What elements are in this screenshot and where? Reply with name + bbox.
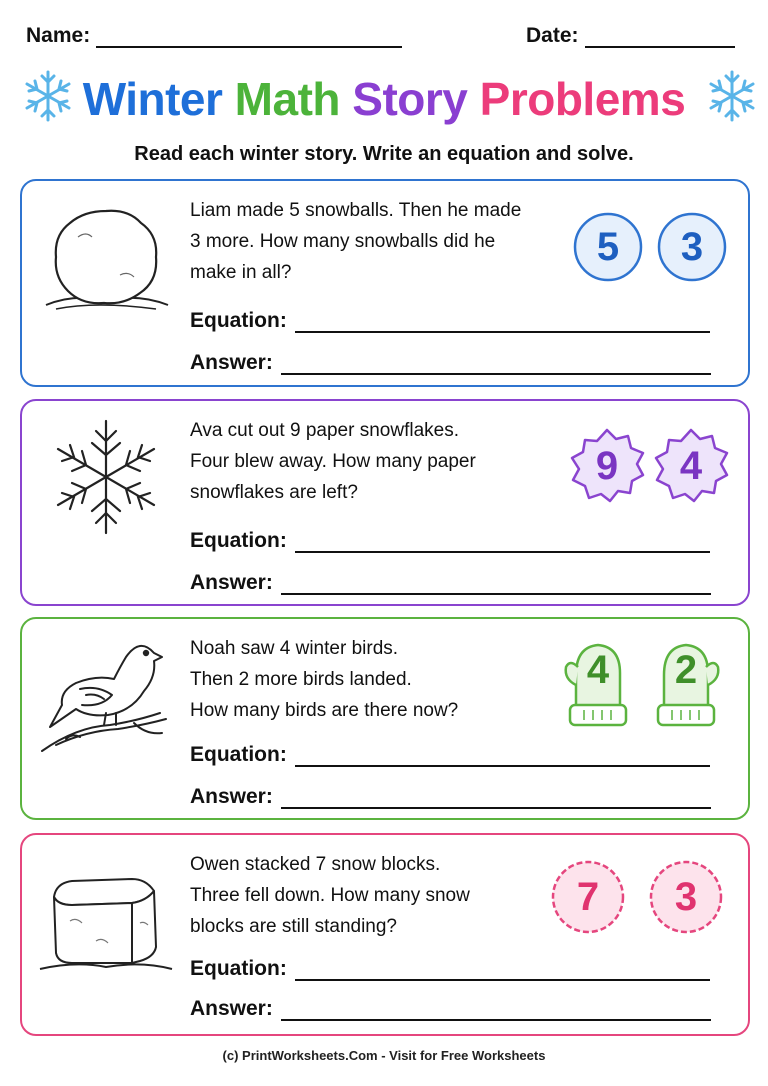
name-field[interactable] (26, 24, 402, 48)
answer-field[interactable] (190, 351, 711, 375)
snowflake-icon (36, 417, 176, 537)
story-line: Liam made 5 snowballs. Then he made (190, 200, 522, 221)
story-line: Four blew away. How many paper (190, 451, 476, 472)
story-line: Three fell down. How many snow (190, 885, 470, 906)
number-badge (646, 857, 726, 937)
equation-label: Equation: (190, 529, 287, 552)
answer-label: Answer: (190, 351, 273, 374)
story-line: make in all? (190, 262, 292, 283)
story-line: Noah saw 4 winter birds. (190, 638, 399, 659)
answer-field[interactable] (190, 997, 711, 1021)
snowball-icon (36, 197, 176, 317)
equation-line[interactable] (295, 537, 710, 553)
number-badge (568, 427, 646, 505)
story-text (190, 633, 570, 726)
badge-number: 7 (576, 875, 600, 919)
story-text (190, 195, 570, 288)
story-text (190, 849, 570, 942)
story-line: blocks are still standing? (190, 916, 397, 937)
story-line: snowflakes are left? (190, 482, 358, 503)
equation-line[interactable] (295, 751, 710, 767)
mitten-badge (562, 637, 634, 729)
equation-label: Equation: (190, 957, 287, 980)
equation-label: Equation: (190, 309, 287, 332)
story-line: Then 2 more birds landed. (190, 669, 412, 690)
answer-line[interactable] (281, 1005, 711, 1021)
date-label: Date: (526, 24, 579, 47)
number-badge (656, 211, 728, 283)
problem-card (20, 617, 750, 820)
date-field[interactable] (526, 24, 735, 48)
answer-line[interactable] (281, 579, 711, 595)
answer-field[interactable] (190, 785, 711, 809)
story-line: Ava cut out 9 paper snowflakes. (190, 420, 459, 441)
page-title (0, 72, 768, 126)
answer-label: Answer: (190, 997, 273, 1020)
date-line[interactable] (585, 28, 735, 48)
snow-block-icon (36, 857, 176, 977)
equation-line[interactable] (295, 965, 710, 981)
name-line[interactable] (96, 28, 402, 48)
equation-field[interactable] (190, 957, 710, 981)
equation-label: Equation: (190, 743, 287, 766)
equation-field[interactable] (190, 529, 710, 553)
badge-number: 2 (674, 648, 698, 692)
equation-line[interactable] (295, 317, 710, 333)
badge-number: 3 (674, 875, 698, 919)
problem-card (20, 399, 750, 606)
answer-label: Answer: (190, 571, 273, 594)
badge-number: 9 (595, 444, 619, 488)
story-line: How many birds are there now? (190, 700, 459, 721)
story-line: 3 more. How many snowballs did he (190, 231, 496, 252)
problem-card (20, 179, 750, 387)
footer-credit: (c) PrintWorksheets.Com - Visit for Free Worksheets (222, 1048, 546, 1063)
story-text (190, 415, 570, 508)
story-line: Owen stacked 7 snow blocks. (190, 854, 441, 875)
bird-icon (36, 627, 176, 757)
number-badge (652, 427, 730, 505)
title-word-winter: Winter (82, 73, 223, 125)
answer-label: Answer: (190, 785, 273, 808)
badge-number: 4 (679, 444, 703, 488)
badge-number: 3 (680, 225, 704, 269)
number-badge (548, 857, 628, 937)
title-word-math: Math (234, 73, 340, 125)
badge-number: 4 (586, 648, 610, 692)
problem-card (20, 833, 750, 1036)
title-word-problems: Problems (479, 73, 686, 125)
name-label: Name: (26, 24, 91, 47)
instructions: Read each winter story. Write an equation and solve. (134, 143, 634, 165)
title-word-story: Story (352, 73, 468, 125)
equation-field[interactable] (190, 743, 710, 767)
snowflake-icon (704, 68, 760, 124)
number-badge (572, 211, 644, 283)
answer-line[interactable] (281, 359, 711, 375)
equation-field[interactable] (190, 309, 710, 333)
mitten-badge (650, 637, 722, 729)
badge-number: 5 (596, 225, 620, 269)
answer-line[interactable] (281, 793, 711, 809)
answer-field[interactable] (190, 571, 711, 595)
